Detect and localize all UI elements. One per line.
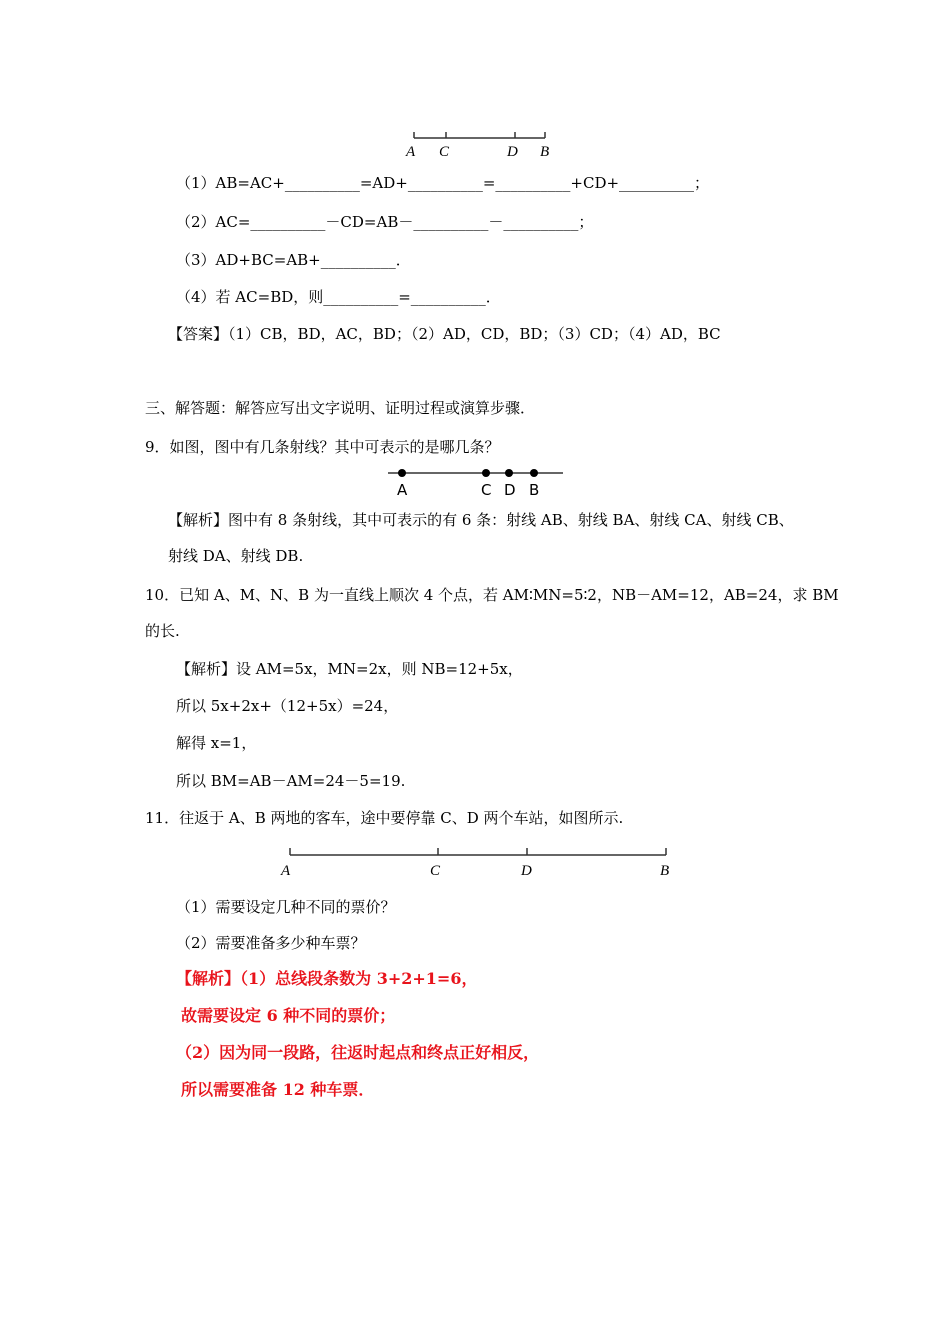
q11-answer-3: （2）因为同一段路，往返时起点和终点正好相反， (176, 1043, 540, 1062)
segment-figure-acdb (400, 128, 560, 162)
q8-line-2: （2）AC=__________－CD=AB－__________－__________； (176, 213, 594, 231)
q10-step-3: 解得 x=1， (176, 734, 257, 752)
ray-label-c: C (481, 481, 492, 499)
q11-part-2: （2）需要准备多少种车票？ (176, 934, 366, 952)
ray-figure (380, 462, 570, 502)
point-label-c: C (439, 144, 450, 160)
route-label-b: B (660, 863, 670, 879)
q11-answer-2: 故需要设定 6 种不同的票价； (181, 1006, 396, 1025)
q8-line-4: （4）若 AC=BD，则__________=__________． (176, 288, 501, 306)
point-label-a: A (406, 144, 416, 160)
ray-label-a: A (397, 481, 408, 499)
q9-question: 9．如图，图中有几条射线？其中可表示的是哪几条？ (145, 438, 500, 456)
q8-line-1: （1）AB=AC+__________=AD+__________=__________+CD+__________； (176, 174, 710, 192)
q11-answer-4: 所以需要准备 12 种车票． (181, 1080, 375, 1099)
q10-step-1: 【解析】设 AM=5x，MN=2x，则 NB=12+5x， (176, 660, 523, 678)
q10-question-2: 的长. (145, 622, 180, 640)
q11-question: 11．往返于 A、B 两地的客车，途中要停靠 C、D 两个车站，如图所示. (145, 809, 624, 827)
q10-question-1: 10．已知 A、M、N、B 为一直线上顺次 4 个点，若 AM∶MN=5∶2，NB－AM=12，AB=24，求 BM (145, 586, 839, 604)
q10-step-4: 所以 BM=AB－AM=24－5=19. (176, 772, 406, 790)
q8-answer: 【答案】（1）CB，BD，AC，BD；（2）AD，CD，BD；（3）CD；（4）AD，BC (168, 325, 721, 343)
q9-analysis-2: 射线 DA、射线 DB. (168, 547, 304, 565)
q10-step-2: 所以 5x+2x+（12+5x）=24， (176, 697, 399, 715)
q11-part-1: （1）需要设定几种不同的票价？ (176, 898, 396, 916)
ray-label-d: D (504, 481, 516, 499)
point-label-b: B (540, 144, 550, 160)
q9-analysis-1: 【解析】图中有 8 条射线，其中可表示的有 6 条：射线 AB、射线 BA、射线 CA、射线 CB、 (168, 511, 794, 529)
route-label-c: C (430, 863, 441, 879)
ray-label-b: B (529, 481, 540, 499)
q11-answer-1: 【解析】（1）总线段条数为 3+2+1=6， (176, 969, 478, 988)
section-three-heading: 三、解答题：解答应写出文字说明、证明过程或演算步骤． (145, 399, 536, 417)
point-label-d: D (507, 144, 518, 160)
bus-route-figure (270, 842, 680, 882)
route-label-a: A (281, 863, 291, 879)
route-label-d: D (521, 863, 532, 879)
q8-line-3: （3）AD+BC=AB+__________． (176, 251, 411, 269)
